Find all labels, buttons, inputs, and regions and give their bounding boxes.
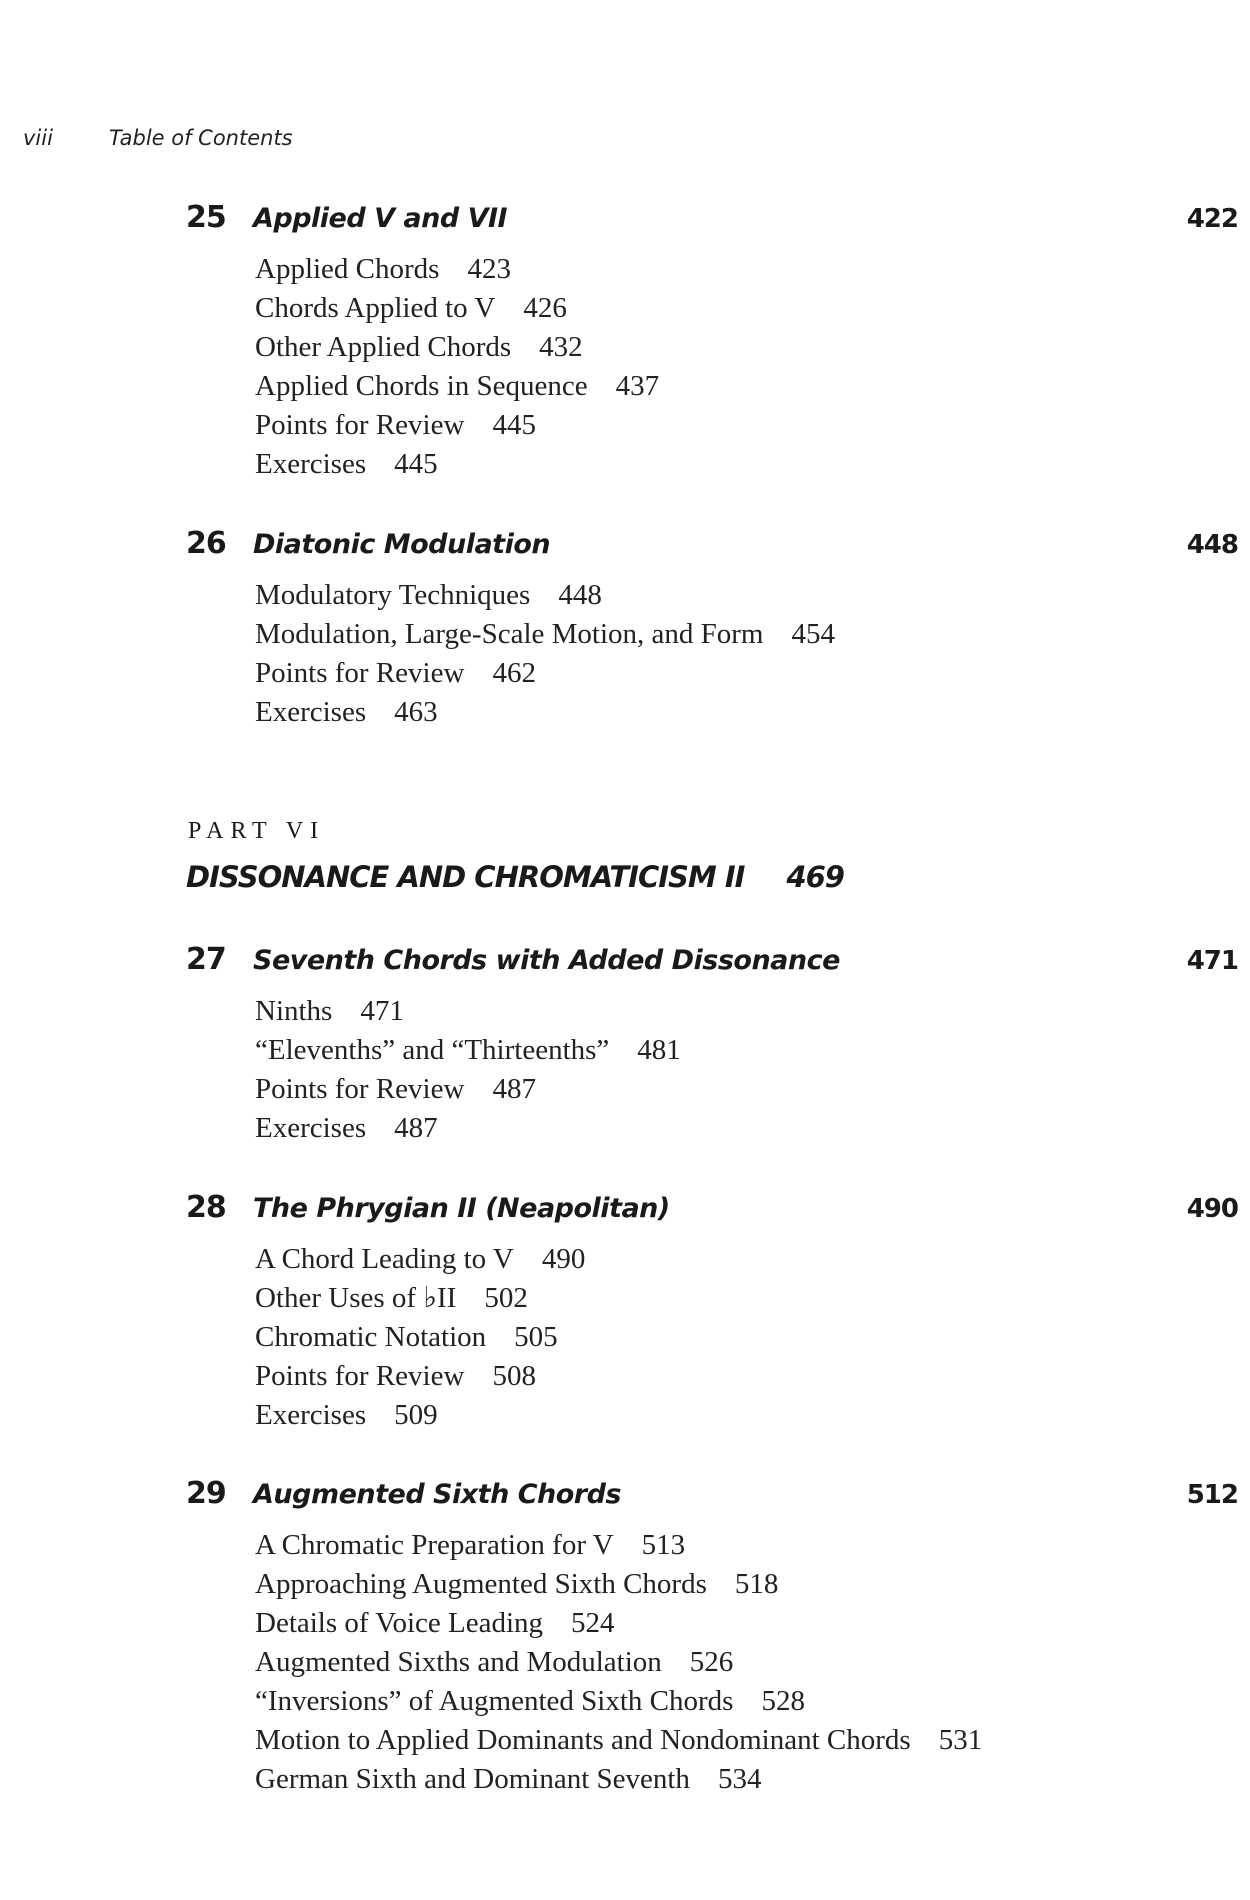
entry-page: 448 xyxy=(558,579,602,611)
entry-page: 481 xyxy=(637,1034,681,1066)
section-list xyxy=(0,1526,1250,1799)
toc-entry xyxy=(255,1318,1250,1357)
entry-title: “Elevenths” and “Thirteenths” xyxy=(255,1034,610,1066)
toc-entry xyxy=(255,1109,1250,1148)
chapter-heading xyxy=(0,942,1250,982)
entry-title: Applied Chords in Sequence xyxy=(255,370,588,402)
entry-title: Exercises xyxy=(255,1112,367,1144)
toc-entry xyxy=(255,406,1250,445)
entry-page: 487 xyxy=(492,1073,536,1105)
entry-title: Other Uses of ♭II xyxy=(255,1282,457,1314)
section-list xyxy=(0,1240,1250,1435)
toc-entry xyxy=(255,250,1250,289)
chapter-page: 448 xyxy=(1186,530,1238,560)
chapter-title: Applied V and VII xyxy=(253,203,508,234)
entry-title: Other Applied Chords xyxy=(255,331,512,363)
toc-entry xyxy=(255,615,1250,654)
chapter-page: 512 xyxy=(1186,1480,1238,1510)
toc-entry xyxy=(255,1604,1250,1643)
entry-title: Details of Voice Leading xyxy=(255,1607,544,1639)
toc-entry xyxy=(255,1240,1250,1279)
entry-page: 437 xyxy=(615,370,660,402)
page-folio: viii xyxy=(23,126,53,150)
chapter-page: 422 xyxy=(1186,204,1238,234)
chapter-25 xyxy=(0,200,1250,484)
section-list xyxy=(0,250,1250,484)
entry-title: A Chord Leading to V xyxy=(255,1243,514,1275)
toc-entry xyxy=(255,1070,1250,1109)
entry-title: Points for Review xyxy=(255,1073,465,1105)
entry-page: 528 xyxy=(761,1685,805,1717)
chapter-title: Augmented Sixth Chords xyxy=(253,1479,622,1510)
chapter-number: 26 xyxy=(186,526,226,561)
entry-title: A Chromatic Preparation for V xyxy=(255,1529,614,1561)
running-head-title: Table of Contents xyxy=(109,126,293,150)
entry-page: 518 xyxy=(734,1568,779,1600)
toc-entry xyxy=(255,1279,1250,1318)
toc-entry xyxy=(255,992,1250,1031)
entry-page: 487 xyxy=(394,1112,438,1144)
entry-page: 426 xyxy=(523,292,567,324)
toc-entry xyxy=(255,1760,1250,1799)
toc-entry xyxy=(255,1682,1250,1721)
chapter-number: 25 xyxy=(186,200,226,235)
chapter-page: 490 xyxy=(1186,1194,1238,1224)
chapter-heading xyxy=(0,200,1250,240)
toc-entry xyxy=(255,289,1250,328)
entry-page: 508 xyxy=(492,1360,536,1392)
entry-title: Approaching Augmented Sixth Chords xyxy=(255,1568,707,1600)
running-head xyxy=(23,126,293,150)
chapter-number: 27 xyxy=(186,942,226,977)
chapter-title: The Phrygian II (Neapolitan) xyxy=(253,1193,670,1224)
section-list xyxy=(0,576,1250,732)
chapter-heading xyxy=(0,526,1250,566)
entry-title: German Sixth and Dominant Seventh xyxy=(255,1763,690,1795)
toc-entry xyxy=(255,1721,1250,1760)
toc-entry xyxy=(255,445,1250,484)
entry-page: 462 xyxy=(492,657,536,689)
part-heading xyxy=(186,860,844,894)
entry-title: Exercises xyxy=(255,1399,367,1431)
chapter-heading xyxy=(0,1476,1250,1516)
toc-entry xyxy=(255,328,1250,367)
entry-page: 463 xyxy=(394,696,438,728)
entry-page: 502 xyxy=(484,1282,528,1314)
entry-title: Chords Applied to V xyxy=(255,292,496,324)
entry-page: 454 xyxy=(791,618,835,650)
entry-title: Modulation, Large-Scale Motion, and Form xyxy=(255,618,764,650)
entry-title: Points for Review xyxy=(255,1360,465,1392)
entry-title: Chromatic Notation xyxy=(255,1321,487,1353)
entry-title: Motion to Applied Dominants and Nondominant Chords xyxy=(255,1724,911,1756)
toc-entry xyxy=(255,693,1250,732)
entry-title: Exercises xyxy=(255,696,367,728)
entry-title: Augmented Sixths and Modulation xyxy=(255,1646,662,1678)
part-page: 469 xyxy=(786,860,844,894)
chapter-28 xyxy=(0,1190,1250,1435)
chapter-title: Seventh Chords with Added Dissonance xyxy=(253,945,840,976)
entry-title: “Inversions” of Augmented Sixth Chords xyxy=(255,1685,734,1717)
entry-title: Points for Review xyxy=(255,409,465,441)
chapter-27 xyxy=(0,942,1250,1148)
toc-entry xyxy=(255,1031,1250,1070)
entry-page: 509 xyxy=(394,1399,438,1431)
entry-page: 471 xyxy=(360,995,404,1027)
entry-page: 423 xyxy=(467,253,511,285)
entry-page: 432 xyxy=(539,331,583,363)
entry-title: Applied Chords xyxy=(255,253,440,285)
toc-entry xyxy=(255,1357,1250,1396)
toc-entry xyxy=(255,1565,1250,1604)
chapter-page: 471 xyxy=(1186,946,1238,976)
chapter-26 xyxy=(0,526,1250,732)
entry-page: 445 xyxy=(394,448,438,480)
chapter-29 xyxy=(0,1476,1250,1799)
chapter-number: 29 xyxy=(186,1476,226,1511)
entry-page: 524 xyxy=(571,1607,615,1639)
toc-entry xyxy=(255,1396,1250,1435)
entry-title: Exercises xyxy=(255,448,367,480)
toc-entry xyxy=(255,367,1250,406)
part-title: DISSONANCE AND CHROMATICISM II xyxy=(186,860,745,894)
entry-page: 445 xyxy=(492,409,536,441)
toc-entry xyxy=(255,576,1250,615)
entry-page: 534 xyxy=(717,1763,762,1795)
part-label: PART VI xyxy=(188,818,326,844)
entry-title: Modulatory Techniques xyxy=(255,579,531,611)
toc-entry xyxy=(255,1643,1250,1682)
entry-page: 526 xyxy=(689,1646,734,1678)
chapter-heading xyxy=(0,1190,1250,1230)
entry-title: Ninths xyxy=(255,995,333,1027)
entry-page: 490 xyxy=(541,1243,586,1275)
chapter-number: 28 xyxy=(186,1190,226,1225)
entry-page: 505 xyxy=(514,1321,558,1353)
entry-page: 531 xyxy=(938,1724,983,1756)
entry-page: 513 xyxy=(641,1529,686,1561)
entry-title: Points for Review xyxy=(255,657,465,689)
chapter-title: Diatonic Modulation xyxy=(253,529,551,560)
section-list xyxy=(0,992,1250,1148)
toc-entry xyxy=(255,1526,1250,1565)
toc-entry xyxy=(255,654,1250,693)
